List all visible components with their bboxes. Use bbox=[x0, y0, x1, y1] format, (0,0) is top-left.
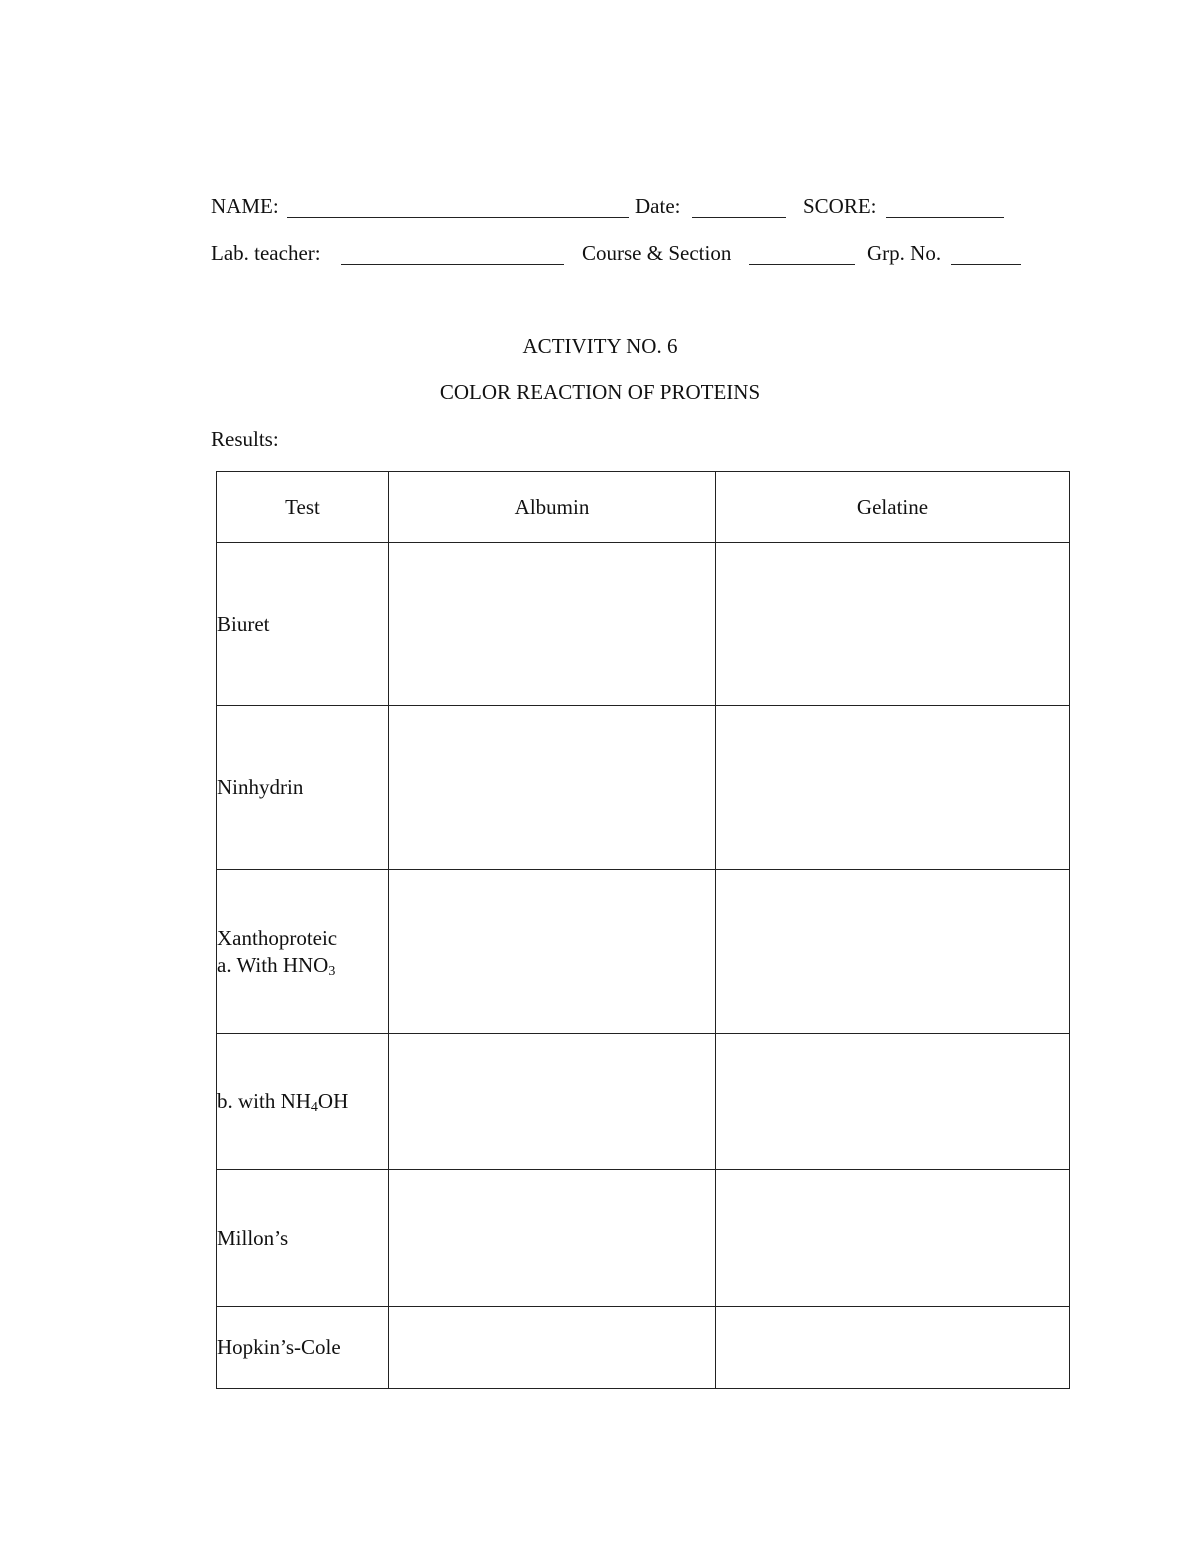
course-section-field[interactable] bbox=[749, 264, 855, 265]
albumin-result-cell[interactable] bbox=[389, 1034, 716, 1170]
test-name-subline bbox=[217, 952, 388, 979]
group-number-field[interactable] bbox=[951, 264, 1021, 265]
name-label: NAME: bbox=[211, 194, 279, 218]
table-row bbox=[217, 1307, 1070, 1389]
gelatine-result-cell[interactable] bbox=[716, 706, 1070, 870]
group-number-label: Grp. No. bbox=[867, 241, 942, 265]
activity-title: ACTIVITY NO. 6 bbox=[522, 334, 678, 358]
gelatine-result-cell[interactable] bbox=[716, 543, 1070, 706]
results-label: Results: bbox=[211, 427, 279, 451]
gelatine-result-cell[interactable] bbox=[716, 1307, 1070, 1389]
albumin-result-cell[interactable] bbox=[389, 543, 716, 706]
gelatine-result-cell[interactable] bbox=[716, 1170, 1070, 1307]
column-header-gelatine: Gelatine bbox=[716, 472, 1070, 543]
activity-subject: COLOR REACTION OF PROTEINS bbox=[439, 380, 761, 404]
course-section-label: Course & Section bbox=[582, 241, 732, 265]
test-formula-text: a. With HNO bbox=[217, 952, 329, 977]
table-row bbox=[217, 706, 1070, 870]
test-name-cell: Biuret bbox=[217, 543, 389, 706]
table-row bbox=[217, 543, 1070, 706]
albumin-result-cell[interactable] bbox=[389, 870, 716, 1034]
test-name-line: Xanthoproteic bbox=[217, 925, 338, 950]
table-header-row bbox=[217, 472, 1070, 543]
score-label: SCORE: bbox=[803, 194, 877, 218]
lab-teacher-label: Lab. teacher: bbox=[211, 241, 321, 265]
test-name-cell: Ninhydrin bbox=[217, 706, 389, 870]
date-label: Date: bbox=[635, 194, 681, 218]
lab-teacher-field[interactable] bbox=[341, 264, 564, 265]
test-name-cell bbox=[217, 1034, 389, 1170]
formula-subscript: 3 bbox=[328, 963, 336, 979]
gelatine-result-cell[interactable] bbox=[716, 870, 1070, 1034]
table-row bbox=[217, 1034, 1070, 1170]
test-formula-suffix: OH bbox=[317, 1089, 349, 1113]
score-field[interactable] bbox=[886, 217, 1004, 218]
date-field[interactable] bbox=[692, 217, 786, 218]
albumin-result-cell[interactable] bbox=[389, 1307, 716, 1389]
test-formula-text: b. with NH bbox=[217, 1089, 311, 1113]
name-field[interactable] bbox=[287, 217, 629, 218]
albumin-result-cell[interactable] bbox=[389, 1170, 716, 1307]
column-header-albumin: Albumin bbox=[389, 472, 716, 543]
test-name-cell: Millon’s bbox=[217, 1170, 389, 1307]
formula-subscript: 4 bbox=[310, 1100, 318, 1115]
table-row bbox=[217, 1170, 1070, 1307]
albumin-result-cell[interactable] bbox=[389, 706, 716, 870]
table-row bbox=[217, 870, 1070, 1034]
test-name-cell: Hopkin’s-Cole bbox=[217, 1307, 389, 1389]
column-header-test: Test bbox=[217, 472, 389, 543]
results-table bbox=[216, 471, 1070, 1389]
gelatine-result-cell[interactable] bbox=[716, 1034, 1070, 1170]
test-name-cell bbox=[217, 870, 389, 1034]
